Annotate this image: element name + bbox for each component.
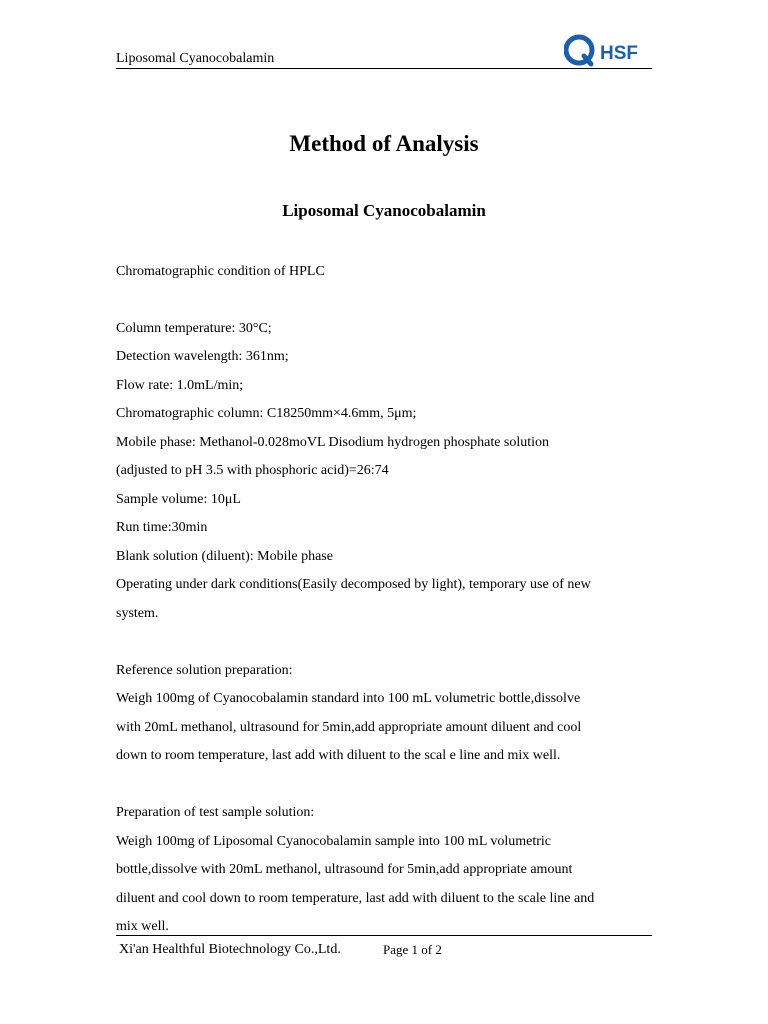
running-header-title: Liposomal Cyanocobalamin: [116, 51, 275, 66]
reference-prep-line: with 20mL methanol, ultrasound for 5min,add appropriate amount diluent and cool: [116, 720, 582, 735]
test-sample-prep-line: Weigh 100mg of Liposomal Cyanocobalamin sample into 100 mL volumetric: [116, 834, 551, 849]
mobile-phase-continued-line: (adjusted to pH 3.5 with phosphoric acid)=26:74: [116, 463, 389, 478]
footer-rule: [116, 935, 652, 936]
test-sample-prep-line: mix well.: [116, 919, 169, 934]
company-logo: [564, 34, 664, 68]
run-time-line: Run time:30min: [116, 520, 208, 535]
blank-solution-line: Blank solution (diluent): Mobile phase: [116, 549, 333, 564]
column-temperature-line: Column temperature: 30°C;: [116, 321, 272, 336]
test-sample-prep-line: diluent and cool down to room temperature, last add with diluent to the scale line and: [116, 891, 595, 906]
logo-text: HSF: [600, 43, 638, 64]
document-title: Method of Analysis: [289, 131, 479, 156]
operating-conditions-line: Operating under dark conditions(Easily decomposed by light), temporary use of new: [116, 577, 591, 592]
sample-volume-line: Sample volume: 10μL: [116, 492, 241, 507]
footer-page-number: Page 1 of 2: [383, 942, 442, 957]
section-heading-reference: Reference solution preparation:: [116, 663, 293, 678]
operating-conditions-continued-line: system.: [116, 606, 159, 621]
hsf-logo-icon: [564, 34, 664, 68]
reference-prep-line: down to room temperature, last add with diluent to the scal e line and mix well.: [116, 748, 561, 763]
reference-prep-line: Weigh 100mg of Cyanocobalamin standard into 100 mL volumetric bottle,dissolve: [116, 691, 581, 706]
section-heading-hplc: Chromatographic condition of HPLC: [116, 264, 325, 279]
header-rule: [116, 68, 652, 69]
chromatographic-column-line: Chromatographic column: C18250mm×4.6mm, 5μm;: [116, 406, 417, 421]
mobile-phase-line: Mobile phase: Methanol-0.028moVL Disodium hydrogen phosphate solution: [116, 435, 550, 450]
flow-rate-line: Flow rate: 1.0mL/min;: [116, 378, 244, 393]
section-heading-test-sample: Preparation of test sample solution:: [116, 805, 315, 820]
detection-wavelength-line: Detection wavelength: 361nm;: [116, 349, 289, 364]
document-subtitle: Liposomal Cyanocobalamin: [282, 201, 486, 220]
test-sample-prep-line: bottle,dissolve with 20mL methanol, ultrasound for 5min,add appropriate amount: [116, 862, 573, 877]
footer-company-name: Xi'an Healthful Biotechnology Co.,Ltd.: [119, 942, 341, 957]
